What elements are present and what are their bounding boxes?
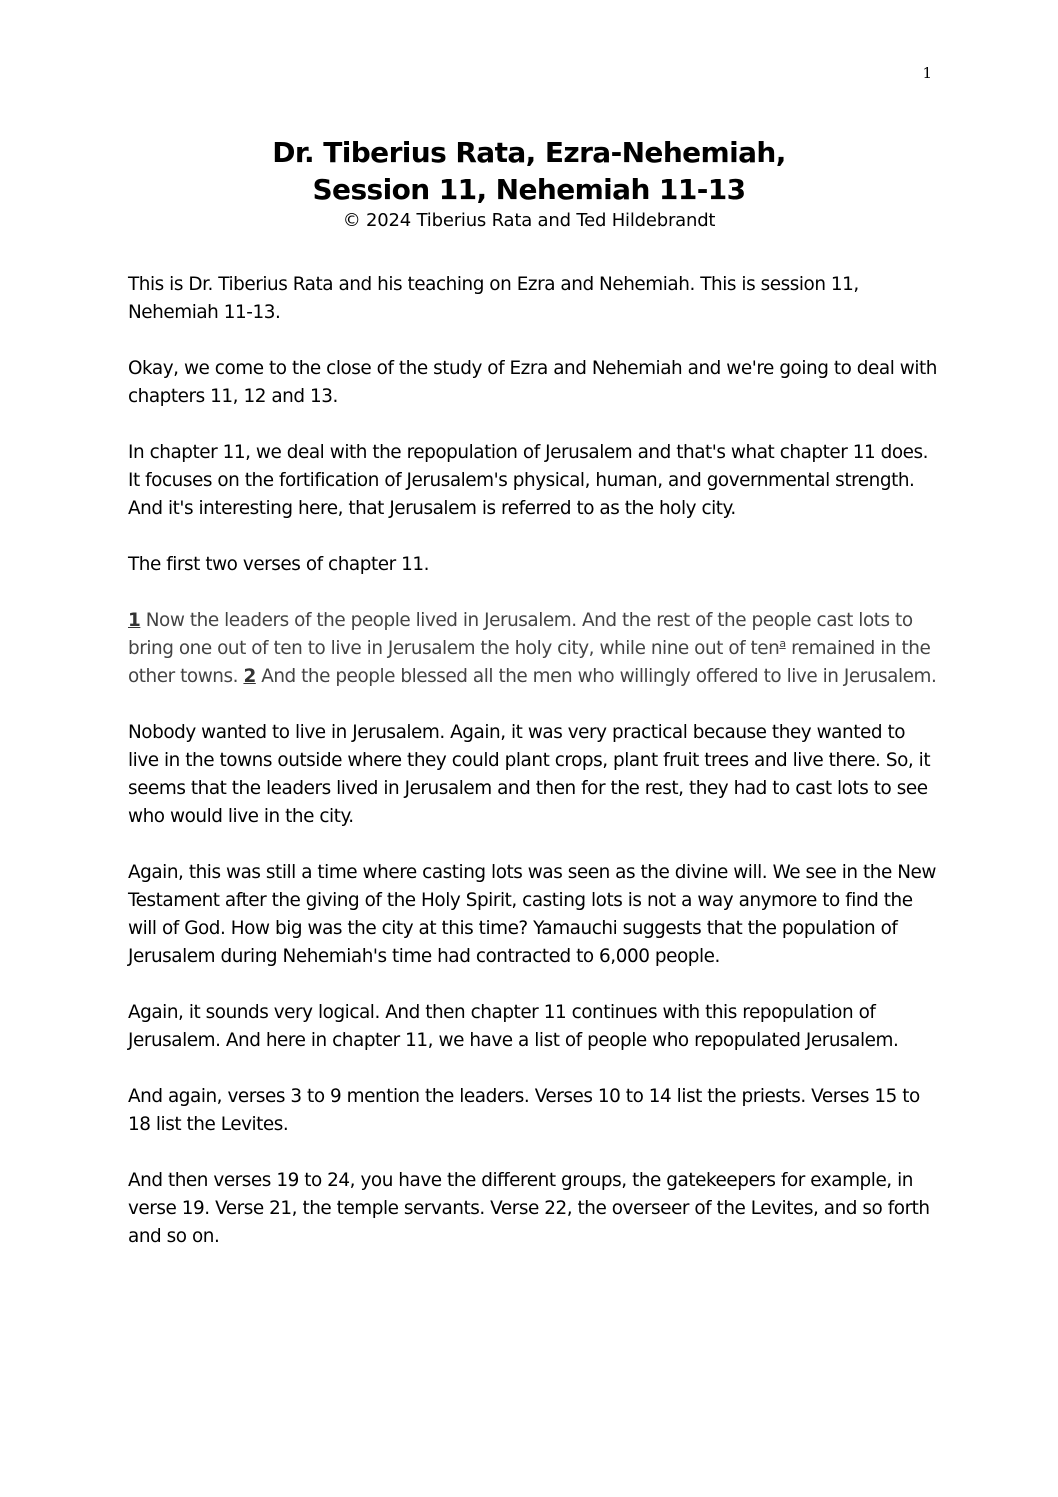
- document-title-line-2: Session 11, Nehemiah 11-13: [312, 173, 746, 206]
- paragraph-casting-lots: Again, this was still a time where casting lots was seen as the divine will. We see in the New Testament after the giving of the Holy Spirit, casting lots is not a way anymore to find the will of God. How big was the city at this time? Yamauchi suggests that the population of Jerusalem during Nehemiah's time had contracted to 6,000 people.: [128, 862, 936, 967]
- paragraph-nobody-wanted: Nobody wanted to live in Jerusalem. Again, it was very practical because they wanted to live in the towns outside where they could plant crops, plant fruit trees and live there. So, it seems that the leaders lived in Jerusalem and then for the rest, they had to cast lots to see who would live in the city.: [128, 722, 931, 827]
- paragraph-first-two-verses: The first two verses of chapter 11.: [128, 554, 429, 575]
- verse-2-text: And the people blessed all the men who willingly offered to live in Jerusalem.: [255, 666, 937, 687]
- paragraph-intro: This is Dr. Tiberius Rata and his teaching on Ezra and Nehemiah. This is session 11, Nehemiah 11-13.: [128, 274, 859, 323]
- footnote-marker[interactable]: a: [779, 636, 786, 650]
- paragraph-verse-lists: And again, verses 3 to 9 mention the leaders. Verses 10 to 14 list the priests. Verses 15 to 18 list the Levites.: [128, 1086, 920, 1135]
- paragraph-overview: Okay, we come to the close of the study of Ezra and Nehemiah and we're going to deal with chapters 11, 12 and 13.: [128, 358, 937, 407]
- verse-1-text-b: remained in the other towns.: [128, 638, 931, 687]
- paragraph-chapter-11: In chapter 11, we deal with the repopulation of Jerusalem and that's what chapter 11 does. It focuses on the fortification of Jerusalem's physical, human, and governmental strength. And it's interesting here, that Jerusalem is referred to as the holy city.: [128, 442, 929, 519]
- document-header: [0, 134, 1058, 234]
- verse-number-1[interactable]: 1: [128, 610, 141, 631]
- scripture-quote: [128, 607, 938, 691]
- verse-1-text-a: Now the leaders of the people lived in Jerusalem. And the rest of the people cast lots to bring one out of ten to live in Jerusalem the holy city, while nine out of ten: [128, 610, 913, 659]
- paragraph-groups: And then verses 19 to 24, you have the different groups, the gatekeepers for example, in verse 19. Verse 21, the temple servants. Verse 22, the overseer of the Levites, and so forth and so on.: [128, 1170, 930, 1247]
- page-number: 1: [922, 64, 932, 82]
- verse-number-2[interactable]: 2: [243, 666, 256, 687]
- copyright-notice: © 2024 Tiberius Rata and Ted Hildebrandt: [342, 210, 716, 231]
- paragraph-repopulation: Again, it sounds very logical. And then chapter 11 continues with this repopulation of Jerusalem. And here in chapter 11, we have a list of people who repopulated Jerusalem.: [128, 1002, 899, 1051]
- document-body: [128, 271, 938, 1279]
- document-title-line-1: Dr. Tiberius Rata, Ezra-Nehemiah,: [272, 136, 786, 169]
